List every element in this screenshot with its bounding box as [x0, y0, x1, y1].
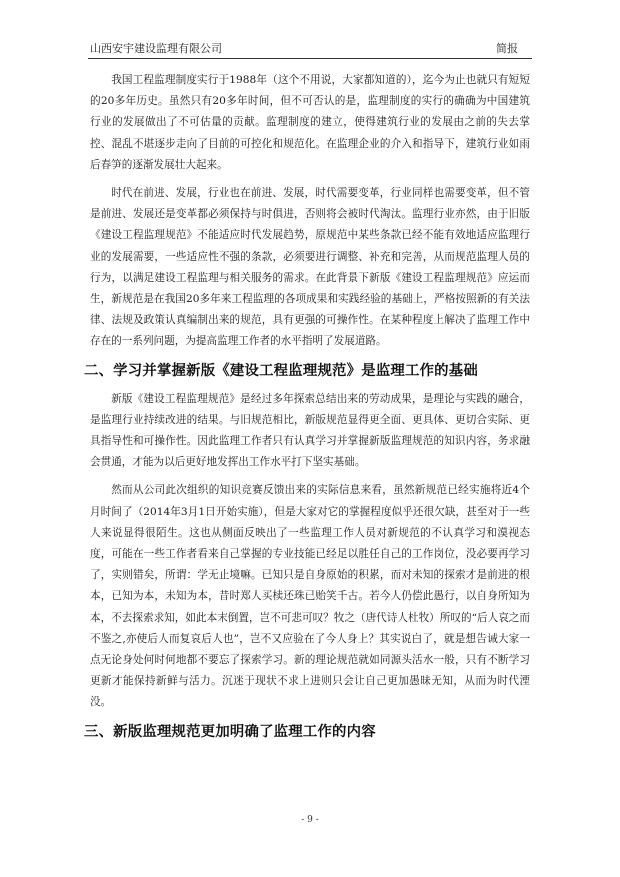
page-header: [90, 41, 530, 57]
body-paragraph: 新版《建设工程监理规范》是经过多年探索总结出来的劳动成果，是理论与实践的融合，是监理行业持续改进的结果。与旧规范相比，新版规范显得更全面、更具体、更切合实际、更具指导性和可操作性。因此监理工作者只有认真学习并掌握新版监理规范的知识内容，务求融会贯通，才能为以后更好地发挥出工作水平打下坚实基础。: [90, 392, 530, 469]
section-heading: 三、新版监理规范更加明确了监理工作的内容: [84, 723, 376, 740]
body-paragraph: 时代在前进、发展，行业也在前进、发展，时代需要变革，行业同样也需要变革，但不管是前进、发展还是变革都必须保持与时俱进，否则将会被时代淘汰。监理行业亦然，由于旧版《建设工程监理规范》不能适应时代发展趋势，原规范中某些条款已经不能有效地适应监理行业的发展需要，一些适应性不强的条款，必须要进行调整、补充和完善，从而规范监理人员的行为，以满足建设工程监理与相关服务的需求。在此背景下新版《建设工程监理规范》应运而生，新规范是在我国20多年来工程监理的各项成果和实践经验的基础上，严格按照新的有关法律、法规及政策认真编制出来的规范，具有更强的可操作性。在某种程度上解决了监理工作中存在的一系列问题，为提高监理工作者的水平指明了发展道路。: [90, 187, 530, 348]
header-doc-type: 简报: [496, 42, 518, 55]
document-body: [84, 70, 530, 750]
page-number: - 9 -: [301, 815, 319, 825]
section-heading: 二、学习并掌握新版《建设工程监理规范》是监理工作的基础: [84, 362, 478, 379]
header-rule: [88, 58, 532, 59]
header-company-name: 山西安宇建设监理有限公司: [90, 42, 222, 55]
body-paragraph: 我国工程监理制度实行于1988年（这个不用说，大家都知道的），迄今为止也就只有短短的20多年历史。虽然只有20多年时间，但不可否认的是，监理制度的实行的确确为中国建筑行业的发展做出了不可估量的贡献。监理制度的建立，使得建筑行业的发展由之前的失去掌控、混乱不堪逐步走向了目前的可控化和规范化。在监理企业的介入和指导下，建筑行业如雨后春笋的逐渐发展壮大起来。: [90, 74, 530, 171]
body-paragraph: 然而从公司此次组织的知识竞赛反馈出来的实际信息来看，虽然新规范已经实施将近4个月时间了（2014年3月1日开始实施），但是大家对它的掌握程度似乎还很欠缺，甚至对于一些人来说显得很陌生。这也从侧面反映出了一些监理工作人员对新规范的不认真学习和漠视态度，可能在一些工作者看来自己掌握的专业技能已经足以胜任自己的工作岗位，没必要再学习了，实则错矣，所谓：学无止境嘛。已知只是自身原始的积累，而对未知的探索才是前进的根本，已知为本，未知为本，昔时郑人买椟还珠已贻笑千古。若今人仍偿此愚行，以自身所知为本，不去探索求知，如此本末倒置，岂不可悲可叹？牧之（唐代诗人杜牧）所叹的“后人哀之而不鉴之,亦使后人而复哀后人也”，岂不又应验在了今人身上？其实说白了，就是想告诫大家一点无论身处何时何地都不要忘了探索学习。新的理论规范就如同源头活水一般，只有不断学习更新才能保持新鲜与活力。沉迷于现状不求上进则只会让自己更加愚昧无知，从而为时代湮没。: [90, 484, 530, 709]
